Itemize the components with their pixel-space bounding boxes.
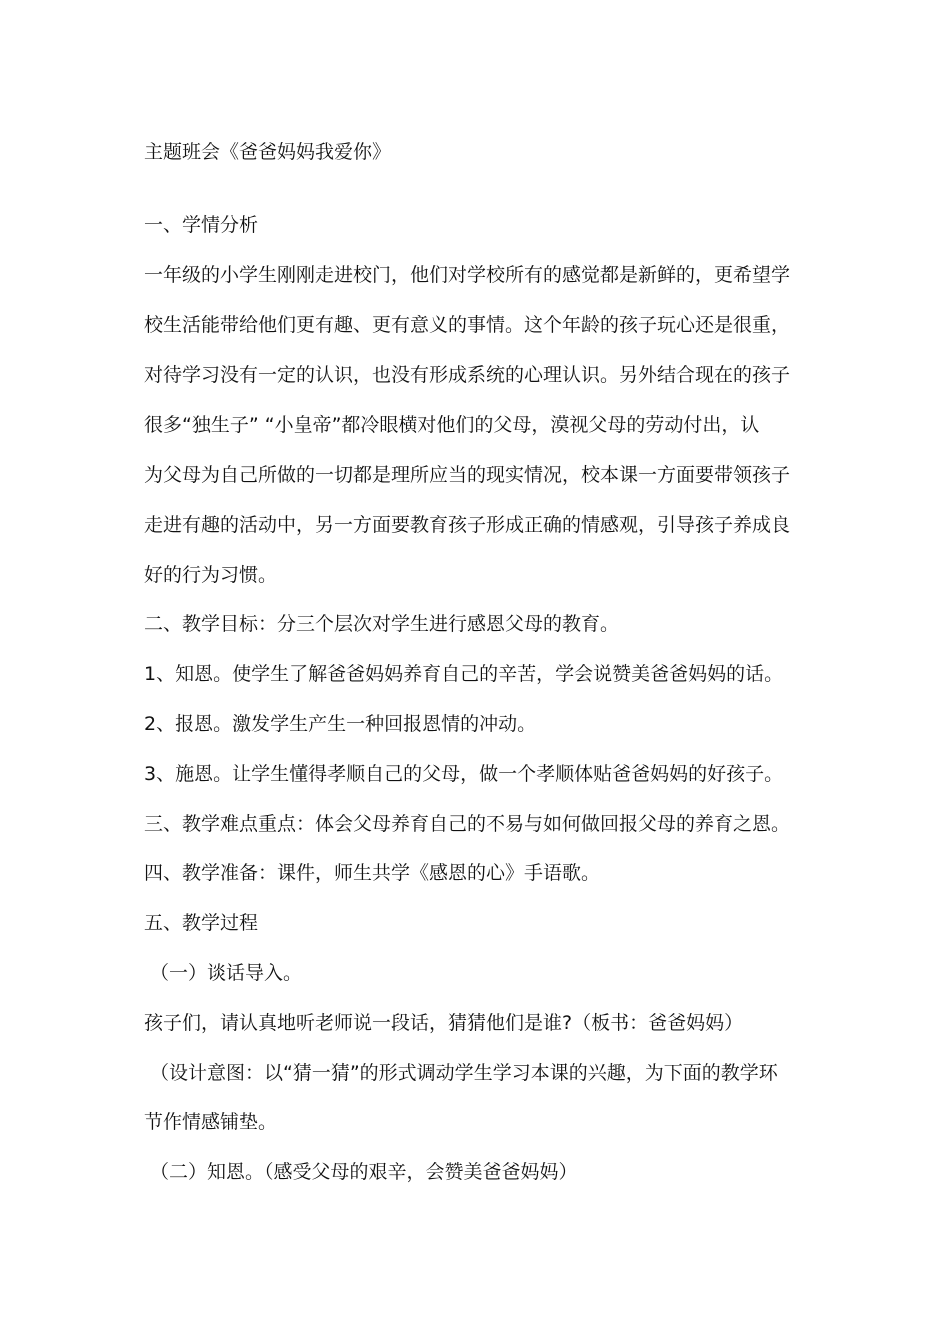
- paragraph-line: 很多“独生子” “小皇帝”都冷眼横对他们的父母，漠视父母的劳动付出，认: [144, 414, 760, 436]
- section-heading-preparation: 四、教学准备：课件，师生共学《感恩的心》手语歌。: [144, 862, 601, 884]
- paragraph-line: 校生活能带给他们更有趣、更有意义的事情。这个年龄的孩子玩心还是很重，: [144, 314, 791, 336]
- paragraph-line: 孩子们，请认真地听老师说一段话，猜猜他们是谁?（板书：爸爸妈妈）: [144, 1012, 744, 1034]
- section-heading-goals: 二、教学目标：分三个层次对学生进行感恩父母的教育。: [144, 613, 620, 635]
- paragraph-line: 对待学习没有一定的认识，也没有形成系统的心理认识。另外结合现在的孩子: [144, 364, 791, 386]
- goal-item-1: 1、知恩。使学生了解爸爸妈妈养育自己的辛苦，学会说赞美爸爸妈妈的话。: [144, 663, 784, 685]
- paragraph-line: 一年级的小学生刚刚走进校门，他们对学校所有的感觉都是新鲜的，更希望学: [144, 264, 791, 286]
- paragraph-line: 好的行为习惯。: [144, 564, 278, 586]
- document-page: [144, 0, 814, 1344]
- goal-item-3: 3、施恩。让学生懂得孝顺自己的父母，做一个孝顺体贴爸爸妈妈的好孩子。: [144, 763, 784, 785]
- subsection-heading-gratitude: （二）知恩。（感受父母的艰辛，会赞美爸爸妈妈）: [150, 1161, 578, 1183]
- design-note-line: 节作情感铺垫。: [144, 1111, 278, 1133]
- section-heading-analysis: 一、学情分析: [144, 214, 259, 236]
- paragraph-line: 为父母为自己所做的一切都是理所应当的现实情况，校本课一方面要带领孩子: [144, 464, 791, 486]
- section-heading-process: 五、教学过程: [144, 912, 259, 934]
- subsection-heading-intro: （一）谈话导入。: [150, 962, 303, 984]
- goal-item-2: 2、报恩。激发学生产生一种回报恩情的冲动。: [144, 713, 537, 735]
- document-title: 主题班会《爸爸妈妈我爱你》: [144, 141, 392, 163]
- section-heading-key-points: 三、教学难点重点：体会父母养育自己的不易与如何做回报父母的养育之恩。: [144, 813, 791, 835]
- design-note-line: （设计意图：以“猜一猜”的形式调动学生学习本课的兴趣，为下面的教学环: [150, 1062, 778, 1084]
- paragraph-line: 走进有趣的活动中，另一方面要教育孩子形成正确的情感观，引导孩子养成良: [144, 514, 791, 536]
